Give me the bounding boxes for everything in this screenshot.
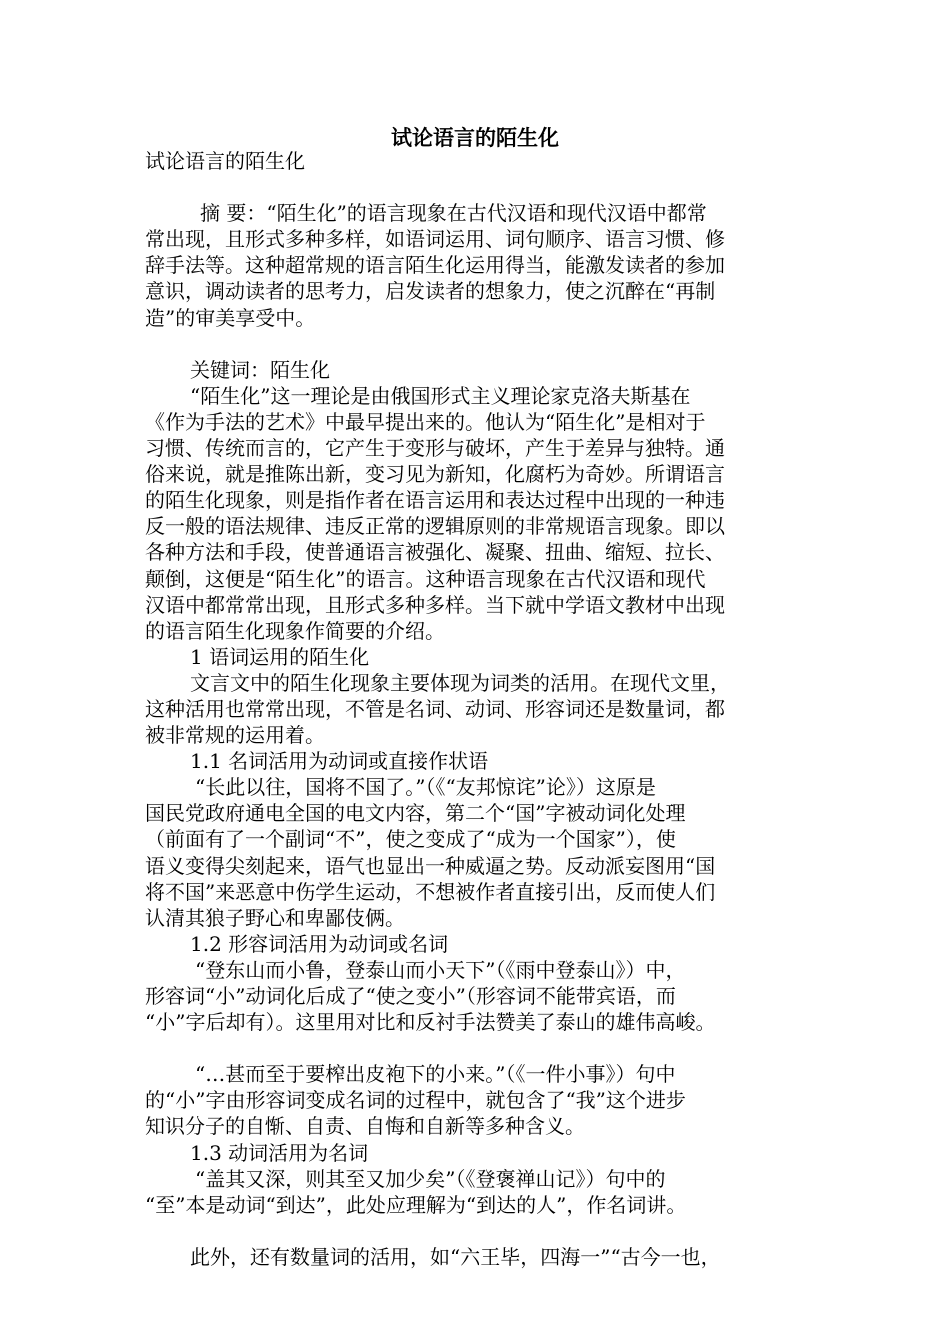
paragraph-line: “长此以往，国将不国了。”（《“友邦惊诧”论》）这原是 — [195, 775, 656, 800]
paragraph-line: 俗来说，就是推陈出新，变习见为新知，化腐朽为奇妙。所谓语言 — [145, 462, 725, 487]
paragraph-line: 此外，还有数量词的活用，如“六王毕，四海一”“古今一也， — [190, 1244, 721, 1269]
paragraph-line: 国民党政府通电全国的电文内容，第二个“国”字被动词化处理 — [145, 801, 686, 826]
blank-line — [145, 174, 810, 200]
document-body — [145, 148, 810, 1270]
paragraph-line: “登东山而小鲁，登泰山而小天下”（《雨中登泰山》）中， — [195, 957, 686, 982]
abstract-line: 意识，调动读者的思考力，启发读者的想象力，使之沉醉在“再制 — [145, 279, 716, 304]
blank-line — [145, 1035, 810, 1061]
abstract-line: 常出现，且形式多种多样，如语词运用、词句顺序、语言习惯、修 — [145, 227, 725, 252]
paragraph-line: 的“小”字由形容词变成名词的过程中，就包含了“我”这个进步 — [145, 1088, 686, 1113]
subsection-heading: 1.3 动词活用为名词 — [190, 1140, 369, 1165]
paragraph-line: 反一般的语法规律、违反正常的逻辑原则的非常规语言现象。即以 — [145, 514, 725, 539]
paragraph-line: 语义变得尖刻起来，语气也显出一种威逼之势。反动派妄图用“国 — [145, 853, 716, 878]
subtitle-line: 试论语言的陌生化 — [145, 149, 305, 173]
paragraph-line: 被非常规的运用着。 — [145, 723, 325, 748]
subsection-heading: 1.2 形容词活用为动词或名词 — [190, 931, 449, 956]
paragraph-line: 的语言陌生化现象作简要的介绍。 — [145, 618, 445, 643]
paragraph-line: （前面有了一个副词“不”，使之变成了“成为一个国家”），使 — [145, 827, 676, 852]
abstract-line: 造”的审美享受中。 — [145, 305, 316, 330]
paragraph-line: “陌生化”这一理论是由俄国形式主义理论家克洛夫斯基在 — [190, 383, 691, 408]
blank-line — [145, 331, 810, 357]
paragraph-line: 文言文中的陌生化现象主要体现为词类的活用。在现代文里， — [190, 670, 730, 695]
paragraph-line: 习惯、传统而言的，它产生于变形与破坏，产生于差异与独特。通 — [145, 436, 725, 461]
abstract-line: 辞手法等。这种超常规的语言陌生化运用得当，能激发读者的参加 — [145, 253, 725, 278]
paragraph-line: 形容词“小”动词化后成了“使之变小”（形容词不能带宾语，而 — [145, 984, 676, 1008]
abstract-line: 摘 要：“陌生化”的语言现象在古代汉语和现代汉语中都常 — [200, 201, 707, 226]
paragraph-line: “小”字后却有）。这里用对比和反衬手法赞美了泰山的雄伟高峻。 — [145, 1010, 716, 1035]
paragraph-line: 各种方法和手段，使普通语言被强化、凝聚、扭曲、缩短、拉长、 — [145, 540, 725, 565]
section-heading: 1 语词运用的陌生化 — [190, 644, 370, 669]
document-title: 试论语言的陌生化 — [391, 126, 559, 150]
paragraph-line: 认清其狼子野心和卑鄙伎俩。 — [145, 905, 405, 930]
paragraph-line: “盖其又深，则其至又加少矣”（《登褒禅山记》）句中的 — [195, 1166, 666, 1191]
blank-line — [145, 1218, 810, 1244]
paragraph-line: 颠倒，这便是“陌生化”的语言。这种语言现象在古代汉语和现代 — [145, 566, 706, 591]
paragraph-line: 的陌生化现象，则是指作者在语言运用和表达过程中出现的一种违 — [145, 488, 725, 513]
paragraph-line: 将不国”来恶意中伤学生运动，不想被作者直接引出，反而使人们 — [145, 879, 716, 904]
paragraph-line: 这种活用也常常出现，不管是名词、动词、形容词还是数量词，都 — [145, 696, 725, 721]
paragraph-line: “…甚而至于要榨出皮袍下的小来。”（《一件小事》）句中 — [195, 1062, 676, 1087]
paragraph-line: 知识分子的自惭、自责、自悔和自新等多种含义。 — [145, 1114, 585, 1139]
paragraph-line: “至”本是动词“到达”，此处应理解为“到达的人”，作名词讲。 — [145, 1192, 687, 1217]
paragraph-line: 汉语中都常常出现，且形式多种多样。当下就中学语文教材中出现 — [145, 592, 725, 617]
keywords-line: 关键词：陌生化 — [190, 357, 330, 382]
subsection-heading: 1.1 名词活用为动词或直接作状语 — [190, 749, 489, 774]
paragraph-line: 《作为手法的艺术》中最早提出来的。他认为“陌生化”是相对于 — [145, 409, 706, 434]
